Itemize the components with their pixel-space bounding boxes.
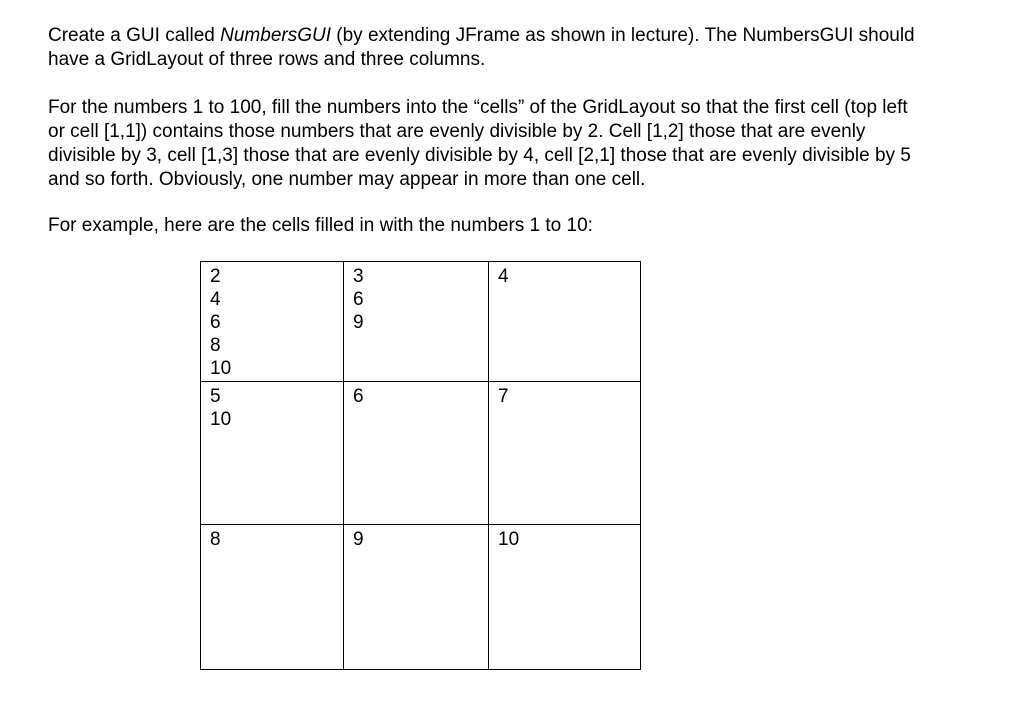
cell-number: 10 <box>498 529 520 550</box>
cell-number: 7 <box>498 386 509 407</box>
example-caption <box>48 214 998 238</box>
grid-cell-1-2 <box>344 262 489 382</box>
grid-cell-3-1 <box>201 525 344 669</box>
cell-number: 6 <box>353 386 364 407</box>
class-name-italic: NumbersGUI <box>220 25 331 46</box>
intro-paragraph <box>48 24 998 72</box>
intro-line-2: have a GridLayout of three rows and three columns. <box>48 49 486 70</box>
instructions-line: and so forth. Obviously, one number may appear in more than one cell. <box>48 169 646 190</box>
grid-cell-2-3 <box>489 382 640 525</box>
example-grid <box>200 261 641 670</box>
grid-cell-1-1 <box>201 262 344 382</box>
grid-cell-3-2 <box>344 525 489 669</box>
grid-cell-2-2 <box>344 382 489 525</box>
cell-number: 4 <box>210 289 221 310</box>
cell-number: 8 <box>210 529 221 550</box>
cell-number: 10 <box>210 358 232 379</box>
grid-cell-2-1 <box>201 382 344 525</box>
instructions-line: For the numbers 1 to 100, fill the numbers into the “cells” of the GridLayout so that the first cell (top left <box>48 97 908 118</box>
cell-number: 10 <box>210 409 232 430</box>
cell-number: 9 <box>353 529 364 550</box>
cell-number: 9 <box>353 312 364 333</box>
cell-number: 6 <box>353 289 364 310</box>
grid-cell-3-3 <box>489 525 640 669</box>
cell-number: 3 <box>353 266 364 287</box>
intro-line-1: Create a GUI called NumbersGUI (by extending JFrame as shown in lecture). The NumbersGUI should <box>48 25 915 46</box>
instructions-line: divisible by 3, cell [1,3] those that are evenly divisible by 4, cell [2,1] those that are evenly divisible by 5 <box>48 145 911 166</box>
cell-number: 8 <box>210 335 221 356</box>
cell-number: 5 <box>210 386 221 407</box>
instructions-paragraph <box>48 96 998 192</box>
cell-number: 6 <box>210 312 221 333</box>
grid-cell-1-3 <box>489 262 640 382</box>
instructions-line: or cell [1,1]) contains those numbers that are evenly divisible by 2. Cell [1,2] those that are evenly <box>48 121 866 142</box>
cell-number: 4 <box>498 266 509 287</box>
example-caption-text: For example, here are the cells filled in with the numbers 1 to 10: <box>48 215 593 236</box>
cell-number: 2 <box>210 266 221 287</box>
